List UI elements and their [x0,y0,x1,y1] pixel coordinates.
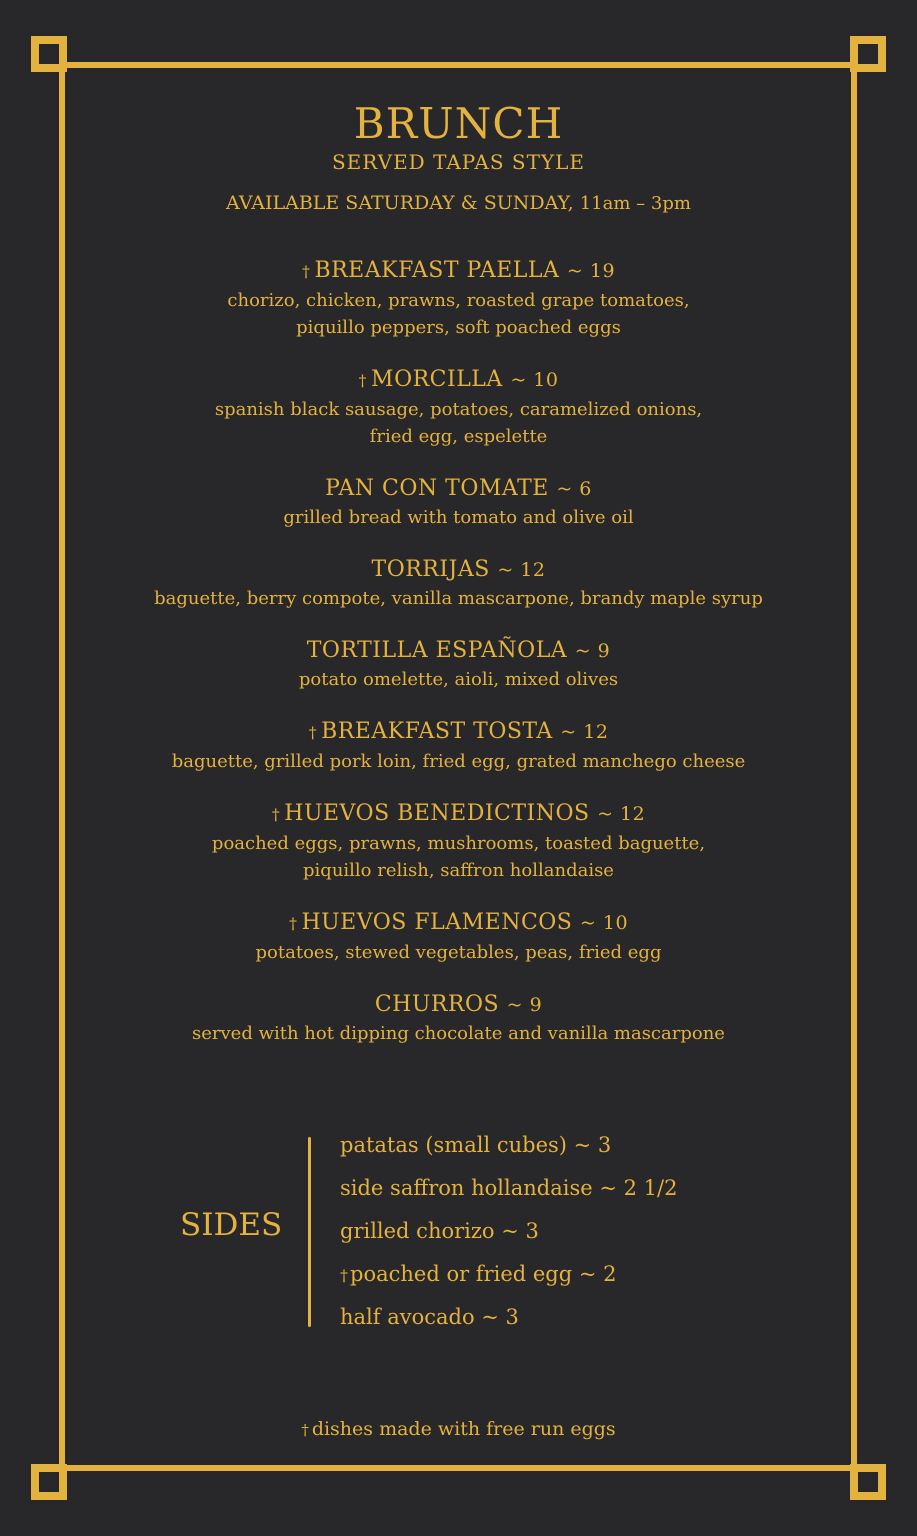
menu-item-price: ~ 6 [556,478,592,500]
menu-item-name: BREAKFAST TOSTA [321,719,553,744]
corner-ornament-bottom-right [850,1464,886,1500]
menu-item-name: HUEVOS BENEDICTINOS [284,801,590,826]
menu-item [70,256,847,341]
sides-heading: SIDES [180,1207,283,1243]
menu-item-heading [70,256,847,287]
menu-item [70,908,847,966]
menu-item-description: chorizo, chicken, prawns, roasted grape tomatoes, piquillo peppers, soft poached eggs [227,290,690,338]
menu-item-name: TORTILLA ESPAÑOLA [306,638,568,663]
menu-item-heading [70,799,847,830]
menu-item-name: BREAKFAST PAELLA [314,258,560,283]
menu-item-price: ~ 12 [560,721,609,743]
dagger-mark: † [288,914,298,933]
corner-ornament-bottom-left [31,1464,67,1500]
menu-item-price: ~ 12 [597,803,646,825]
menu-item-name: CHURROS [374,992,500,1017]
border-top-line [42,62,875,68]
side-item-text: patatas (small cubes) ~ 3 [340,1133,612,1157]
menu-item [70,636,847,693]
side-item-text: half avocado ~ 3 [340,1305,519,1329]
menu-item-heading [70,636,847,666]
availability-line [80,191,837,216]
side-item-text: poached or fried egg ~ 2 [350,1262,617,1286]
menu-item-name: PAN CON TOMATE [325,476,549,501]
menu-item-name: HUEVOS FLAMENCOS [301,910,573,935]
menu-subtitle: SERVED TAPAS STYLE [331,150,586,174]
menu-item-description: baguette, grilled pork loin, fried egg, grated manchego cheese [171,751,746,772]
side-item [340,1210,820,1253]
menu-item [70,555,847,612]
menu-items-list [70,256,847,1071]
menu-title: BRUNCH [353,99,564,148]
menu-item-description: baguette, berry compote, vanilla mascarpone, brandy maple syrup [154,588,763,609]
side-item [340,1253,820,1296]
menu-item-heading [70,555,847,585]
menu-item-heading [70,717,847,748]
menu-item-description: potatoes, stewed vegetables, peas, fried egg [255,942,662,963]
dagger-mark: † [340,1266,348,1285]
availability-days: AVAILABLE SATURDAY & SUNDAY, [226,192,574,214]
menu-item-price: ~ 10 [510,369,559,391]
menu-item-price: ~ 9 [574,640,611,662]
menu-item [70,365,847,450]
border-right-line [851,48,857,1486]
menu-item-name: MORCILLA [371,367,503,392]
menu-item [70,990,847,1047]
menu-item-heading [70,474,847,504]
sides-list [340,1124,820,1339]
availability-hours: 11am – 3pm [579,193,691,214]
side-item [340,1124,820,1167]
menu-item-description: poached eggs, prawns, mushrooms, toasted baguette, piquillo relish, saffron hollandaise [211,833,706,881]
dagger-mark: † [308,723,318,742]
dagger-mark: † [301,262,311,281]
corner-ornament-top-right [850,36,886,72]
menu-item-name: TORRIJAS [371,557,490,582]
menu-item [70,799,847,884]
menu-item [70,717,847,775]
menu-item-description: grilled bread with tomato and olive oil [283,507,634,528]
menu-item-heading [70,990,847,1020]
corner-ornament-top-left [31,36,67,72]
side-item [340,1296,820,1339]
menu-item-price: ~ 9 [506,994,543,1016]
footnote-text: dishes made with free run eggs [311,1418,616,1440]
dagger-mark: † [271,805,281,824]
menu-item-heading [70,908,847,939]
menu-item-price: ~ 10 [579,912,629,934]
side-item [340,1167,820,1210]
side-item-text: side saffron hollandaise ~ 2 1/2 [340,1176,678,1200]
side-item-text: grilled chorizo ~ 3 [340,1219,539,1243]
menu-item-price: ~ 19 [566,260,616,282]
menu-item-heading [70,365,847,396]
dagger-mark: † [358,371,368,390]
dagger-mark: † [301,1421,309,1439]
border-left-line [59,48,65,1486]
menu-item-description: spanish black sausage, potatoes, caramelized onions, fried egg, espelette [214,399,703,447]
footnote [80,1414,837,1445]
border-bottom-line [42,1465,875,1471]
menu-item-price: ~ 12 [497,559,546,581]
menu-header [80,98,837,216]
menu-item-description: potato omelette, aioli, mixed olives [298,669,619,690]
sides-divider [308,1137,311,1327]
menu-item-description: served with hot dipping chocolate and vanilla mascarpone [192,1023,725,1044]
menu-item [70,474,847,531]
